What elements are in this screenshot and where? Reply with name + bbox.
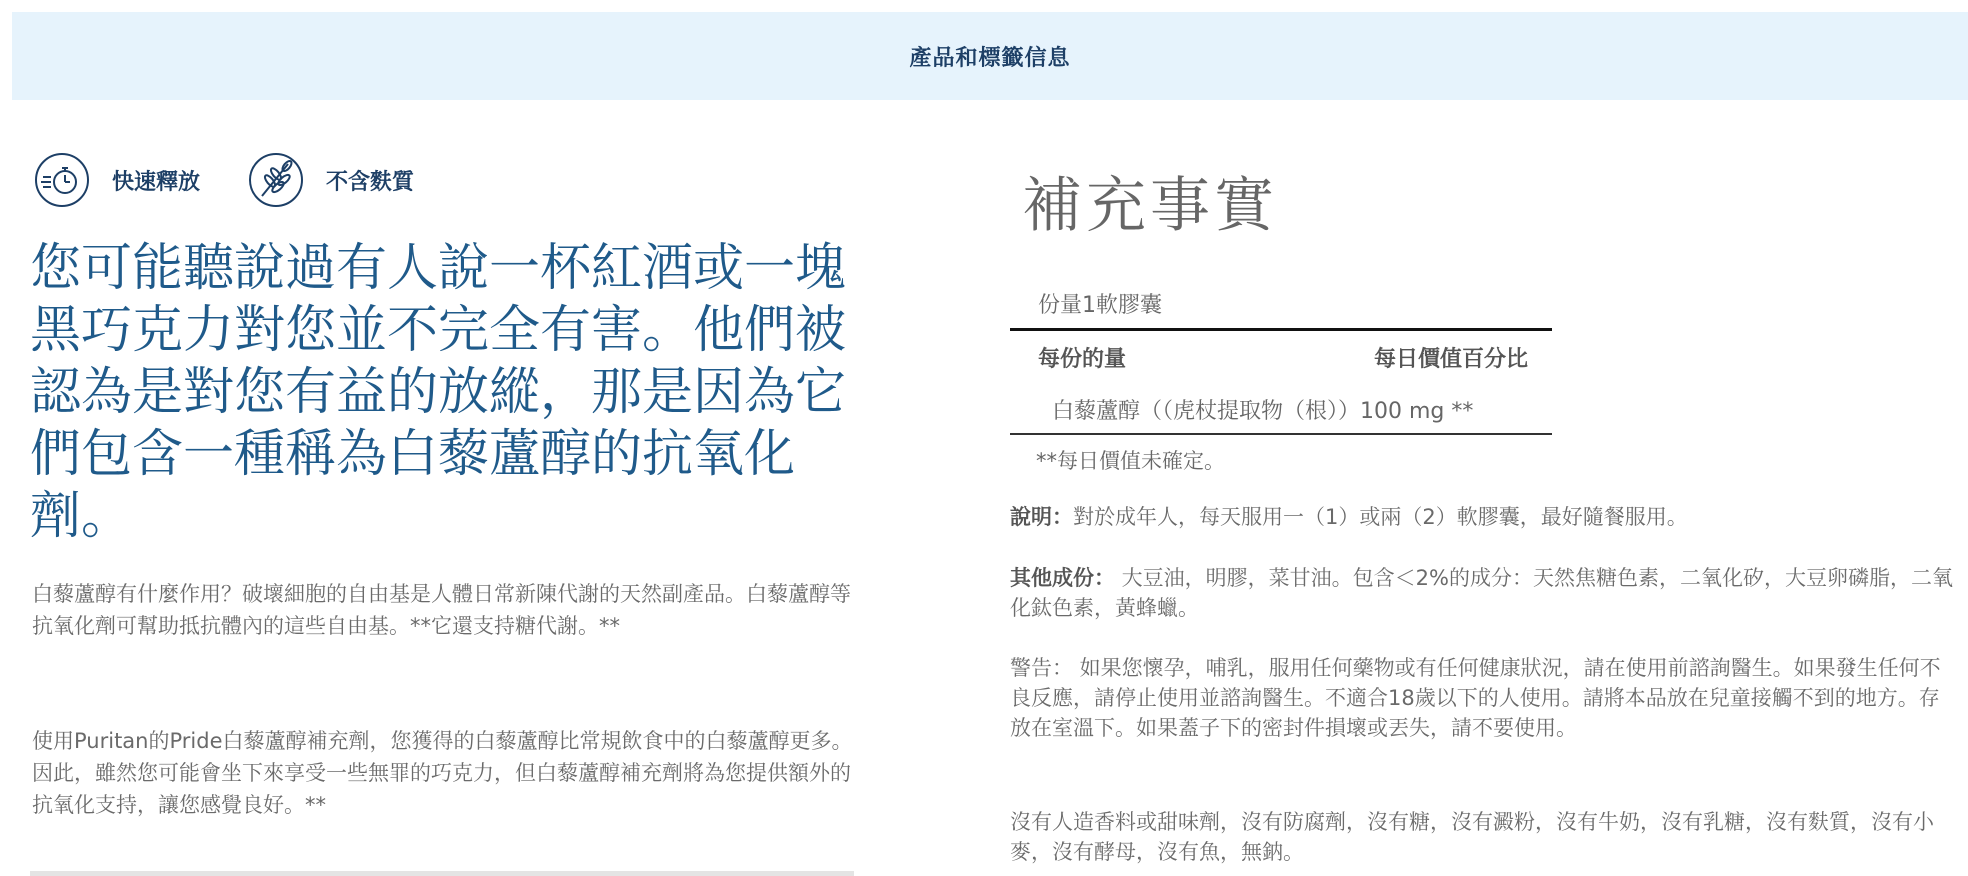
other-ingredients-label: 其他成份：: [1010, 566, 1115, 590]
directions-label: 說明：: [1010, 505, 1073, 529]
description-paragraph: 白藜蘆醇有什麼作用？破壞細胞的自由基是人體日常新陳代謝的天然副產品。白藜蘆醇等抗氧化劑可幫助抵抗體內的這些自由基。**它還支持糖代謝。**: [32, 582, 851, 638]
feature-label: 快速釋放: [112, 169, 201, 195]
fast-release-stopwatch-icon: [34, 152, 90, 208]
table-rule-thin: [1010, 433, 1552, 435]
supplement-facts-title: 補充事實: [1022, 171, 1278, 241]
facts-footnote: **每日價值未確定。: [1036, 449, 1225, 473]
facts-table-header: [1038, 342, 1528, 373]
free-from-text: 沒有人造香料或甜味劑，沒有防腐劑，沒有糖，沒有澱粉，沒有牛奶，沒有乳糖，沒有麩質，沒有小麥，沒有酵母，沒有魚，無鈉。: [1010, 810, 1934, 864]
banner-title: 產品和標籤信息: [909, 45, 1071, 71]
daily-value-header: 每日價值百分比: [1373, 347, 1528, 372]
warning-text: 警告： 如果您懷孕，哺乳，服用任何藥物或有任何健康狀況，請在使用前諮詢醫生。如果發生任何不良反應，請停止使用並諮詢醫生。不適合18歲以下的人使用。請將本品放在兒童接觸不到的地方。存放在室溫下。如果蓋子下的密封件損壞或丟失，請不要使用。: [1010, 656, 1941, 740]
section-divider: [30, 871, 854, 876]
feature-badges: [34, 152, 462, 208]
headline: 您可能聽說過有人說一杯紅酒或一塊黑巧克力對您並不完全有害。他們被認為是對您有益的放縱，那是因為它們包含一種稱為白藜蘆醇的抗氧化劑。: [30, 239, 847, 546]
gluten-free-wheat-icon: [248, 152, 304, 208]
feature-label: 不含麩質: [326, 169, 415, 195]
feature-fast-release: [34, 152, 200, 208]
description-paragraph: 使用Puritan的Pride白藜蘆醇補充劑，您獲得的白藜蘆醇比常規飲食中的白藜蘆醇更多。因此，雖然您可能會坐下來享受一些無罪的巧克力，但白藜蘆醇補充劑將為您提供額外的抗氧化支持，讓您感覺良好。**: [32, 729, 853, 817]
other-ingredients: [1010, 563, 1956, 623]
other-ingredients-text: 大豆油，明膠，菜甘油。包含＜2%的成分：天然焦糖色素，二氧化矽，大豆卵磷脂，二氧化鈦色素，黃蜂蠟。: [1010, 566, 1953, 620]
directions: [1010, 502, 1956, 532]
product-label-info-tab[interactable]: [12, 12, 1968, 100]
serving-size: 份量1軟膠囊: [1038, 293, 1162, 318]
facts-table-row: 白藜蘆醇（（虎杖提取物（根））100 mg **: [1052, 399, 1474, 424]
directions-text: 對於成年人，每天服用一（1）或兩（2）軟膠囊，最好隨餐服用。: [1073, 505, 1688, 529]
amount-per-serving-header: 每份的量: [1038, 347, 1127, 372]
table-rule-thick: [1010, 328, 1552, 331]
feature-gluten-free: [248, 152, 414, 208]
